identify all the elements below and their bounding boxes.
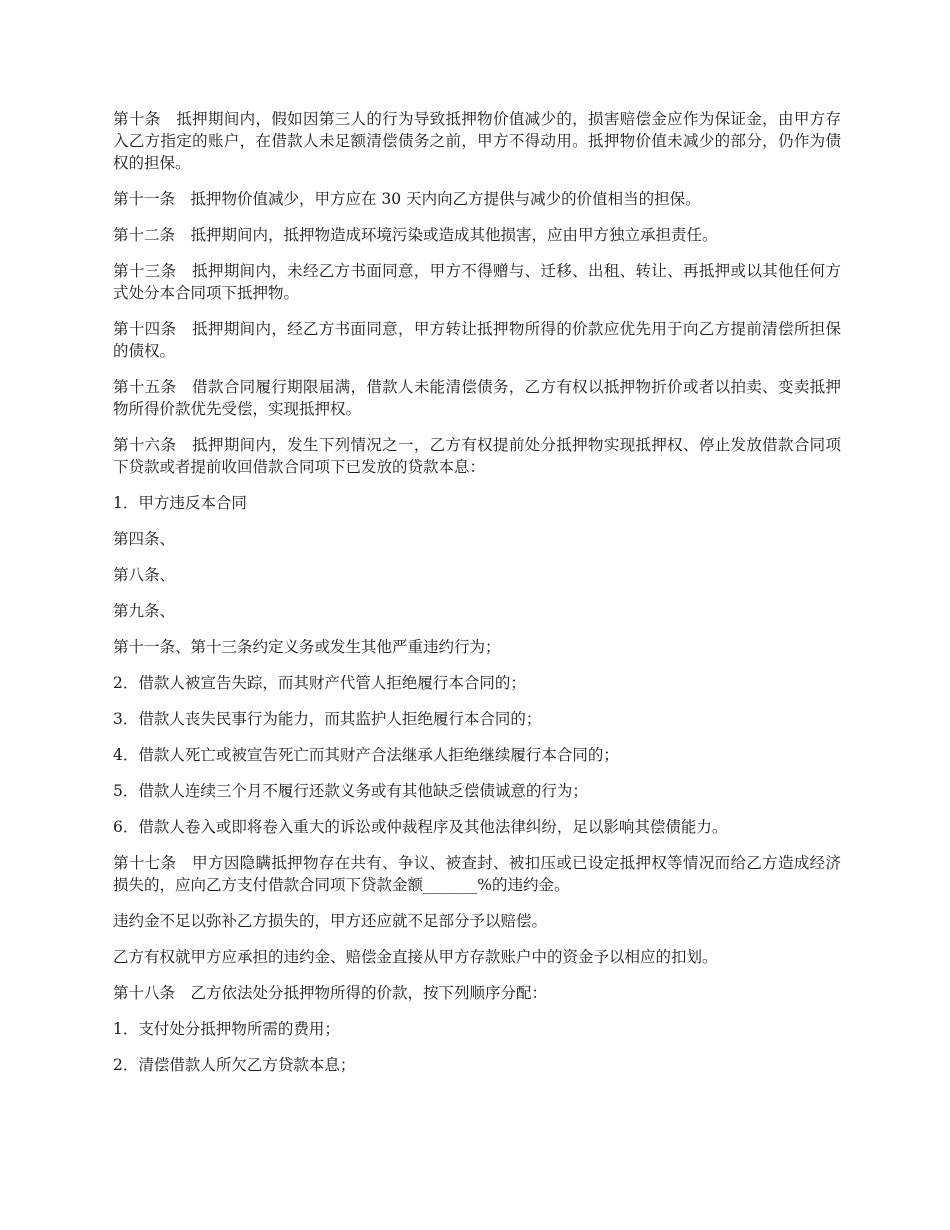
penalty-shortfall-note: 违约金不足以弥补乙方损失的，甲方还应就不足部分予以赔偿。	[113, 912, 548, 930]
list-item-2: 2．借款人被宣告失踪，而其财产代管人拒绝履行本合同的；	[113, 674, 526, 692]
deduction-right-note: 乙方有权就甲方应承担的违约金、赔偿金直接从甲方存款账户中的资金予以相应的扣划。	[113, 948, 718, 966]
clause-15: 第十五条 借款合同履行期限届满，借款人未能清偿债务，乙方有权以抵押物折价或者以拍卖、变卖抵押物所得价款优先受偿，实现抵押权。	[113, 378, 841, 418]
clause-17: 第十七条 甲方因隐瞒抵押物存在共有、争议、被查封、被扣压或已设定抵押权等情况而给乙方造成经济损失的，应向乙方支付借款合同项下贷款金额_______%的违约金。	[113, 854, 841, 894]
clause-ref-8: 第八条、	[113, 566, 176, 584]
list-item-4: 4．借款人死亡或被宣告死亡而其财产合法继承人拒绝继续履行本合同的；	[113, 746, 619, 764]
distribution-item-2: 2．清偿借款人所欠乙方贷款本息；	[113, 1056, 356, 1074]
clause-ref-4: 第四条、	[113, 530, 176, 548]
clause-ref-9: 第九条、	[113, 602, 176, 620]
clause-13: 第十三条 抵押期间内，未经乙方书面同意，甲方不得赠与、迁移、出租、转让、再抵押或以其他任何方式处分本合同项下抵押物。	[113, 262, 841, 302]
list-item-1: 1．甲方违反本合同	[113, 494, 247, 512]
document-body	[113, 108, 841, 1090]
list-item-5: 5．借款人连续三个月不履行还款义务或有其他缺乏偿债诚意的行为；	[113, 782, 588, 800]
clause-12: 第十二条 抵押期间内，抵押物造成环境污染或造成其他损害，应由甲方独立承担责任。	[113, 226, 718, 244]
clause-11: 第十一条 抵押物价值减少，甲方应在 30 天内向乙方提供与减少的价值相当的担保。	[113, 190, 701, 208]
clause-18: 第十八条 乙方依法处分抵押物所得的价款，按下列顺序分配：	[113, 984, 548, 1002]
list-item-3: 3．借款人丧失民事行为能力，而其监护人拒绝履行本合同的；	[113, 710, 542, 728]
distribution-item-1: 1．支付处分抵押物所需的费用；	[113, 1020, 340, 1038]
clause-ref-11-13: 第十一条、第十三条约定义务或发生其他严重违约行为；	[113, 638, 501, 656]
clause-10: 第十条 抵押期间内，假如因第三人的行为导致抵押物价值减少的，损害赔偿金应作为保证金，由甲方存入乙方指定的账户，在借款人未足额清偿债务之前，甲方不得动用。抵押物价值未减少的部分，仍作为债权的担保。	[113, 110, 841, 172]
list-item-6: 6．借款人卷入或即将卷入重大的诉讼或仲裁程序及其他法律纠纷，足以影响其偿债能力。	[113, 818, 728, 836]
clause-16: 第十六条 抵押期间内，发生下列情况之一，乙方有权提前处分抵押物实现抵押权、停止发放借款合同项下贷款或者提前收回借款合同项下已发放的贷款本息：	[113, 436, 841, 476]
clause-14: 第十四条 抵押期间内，经乙方书面同意，甲方转让抵押物所得的价款应优先用于向乙方提前清偿所担保的债权。	[113, 320, 841, 360]
